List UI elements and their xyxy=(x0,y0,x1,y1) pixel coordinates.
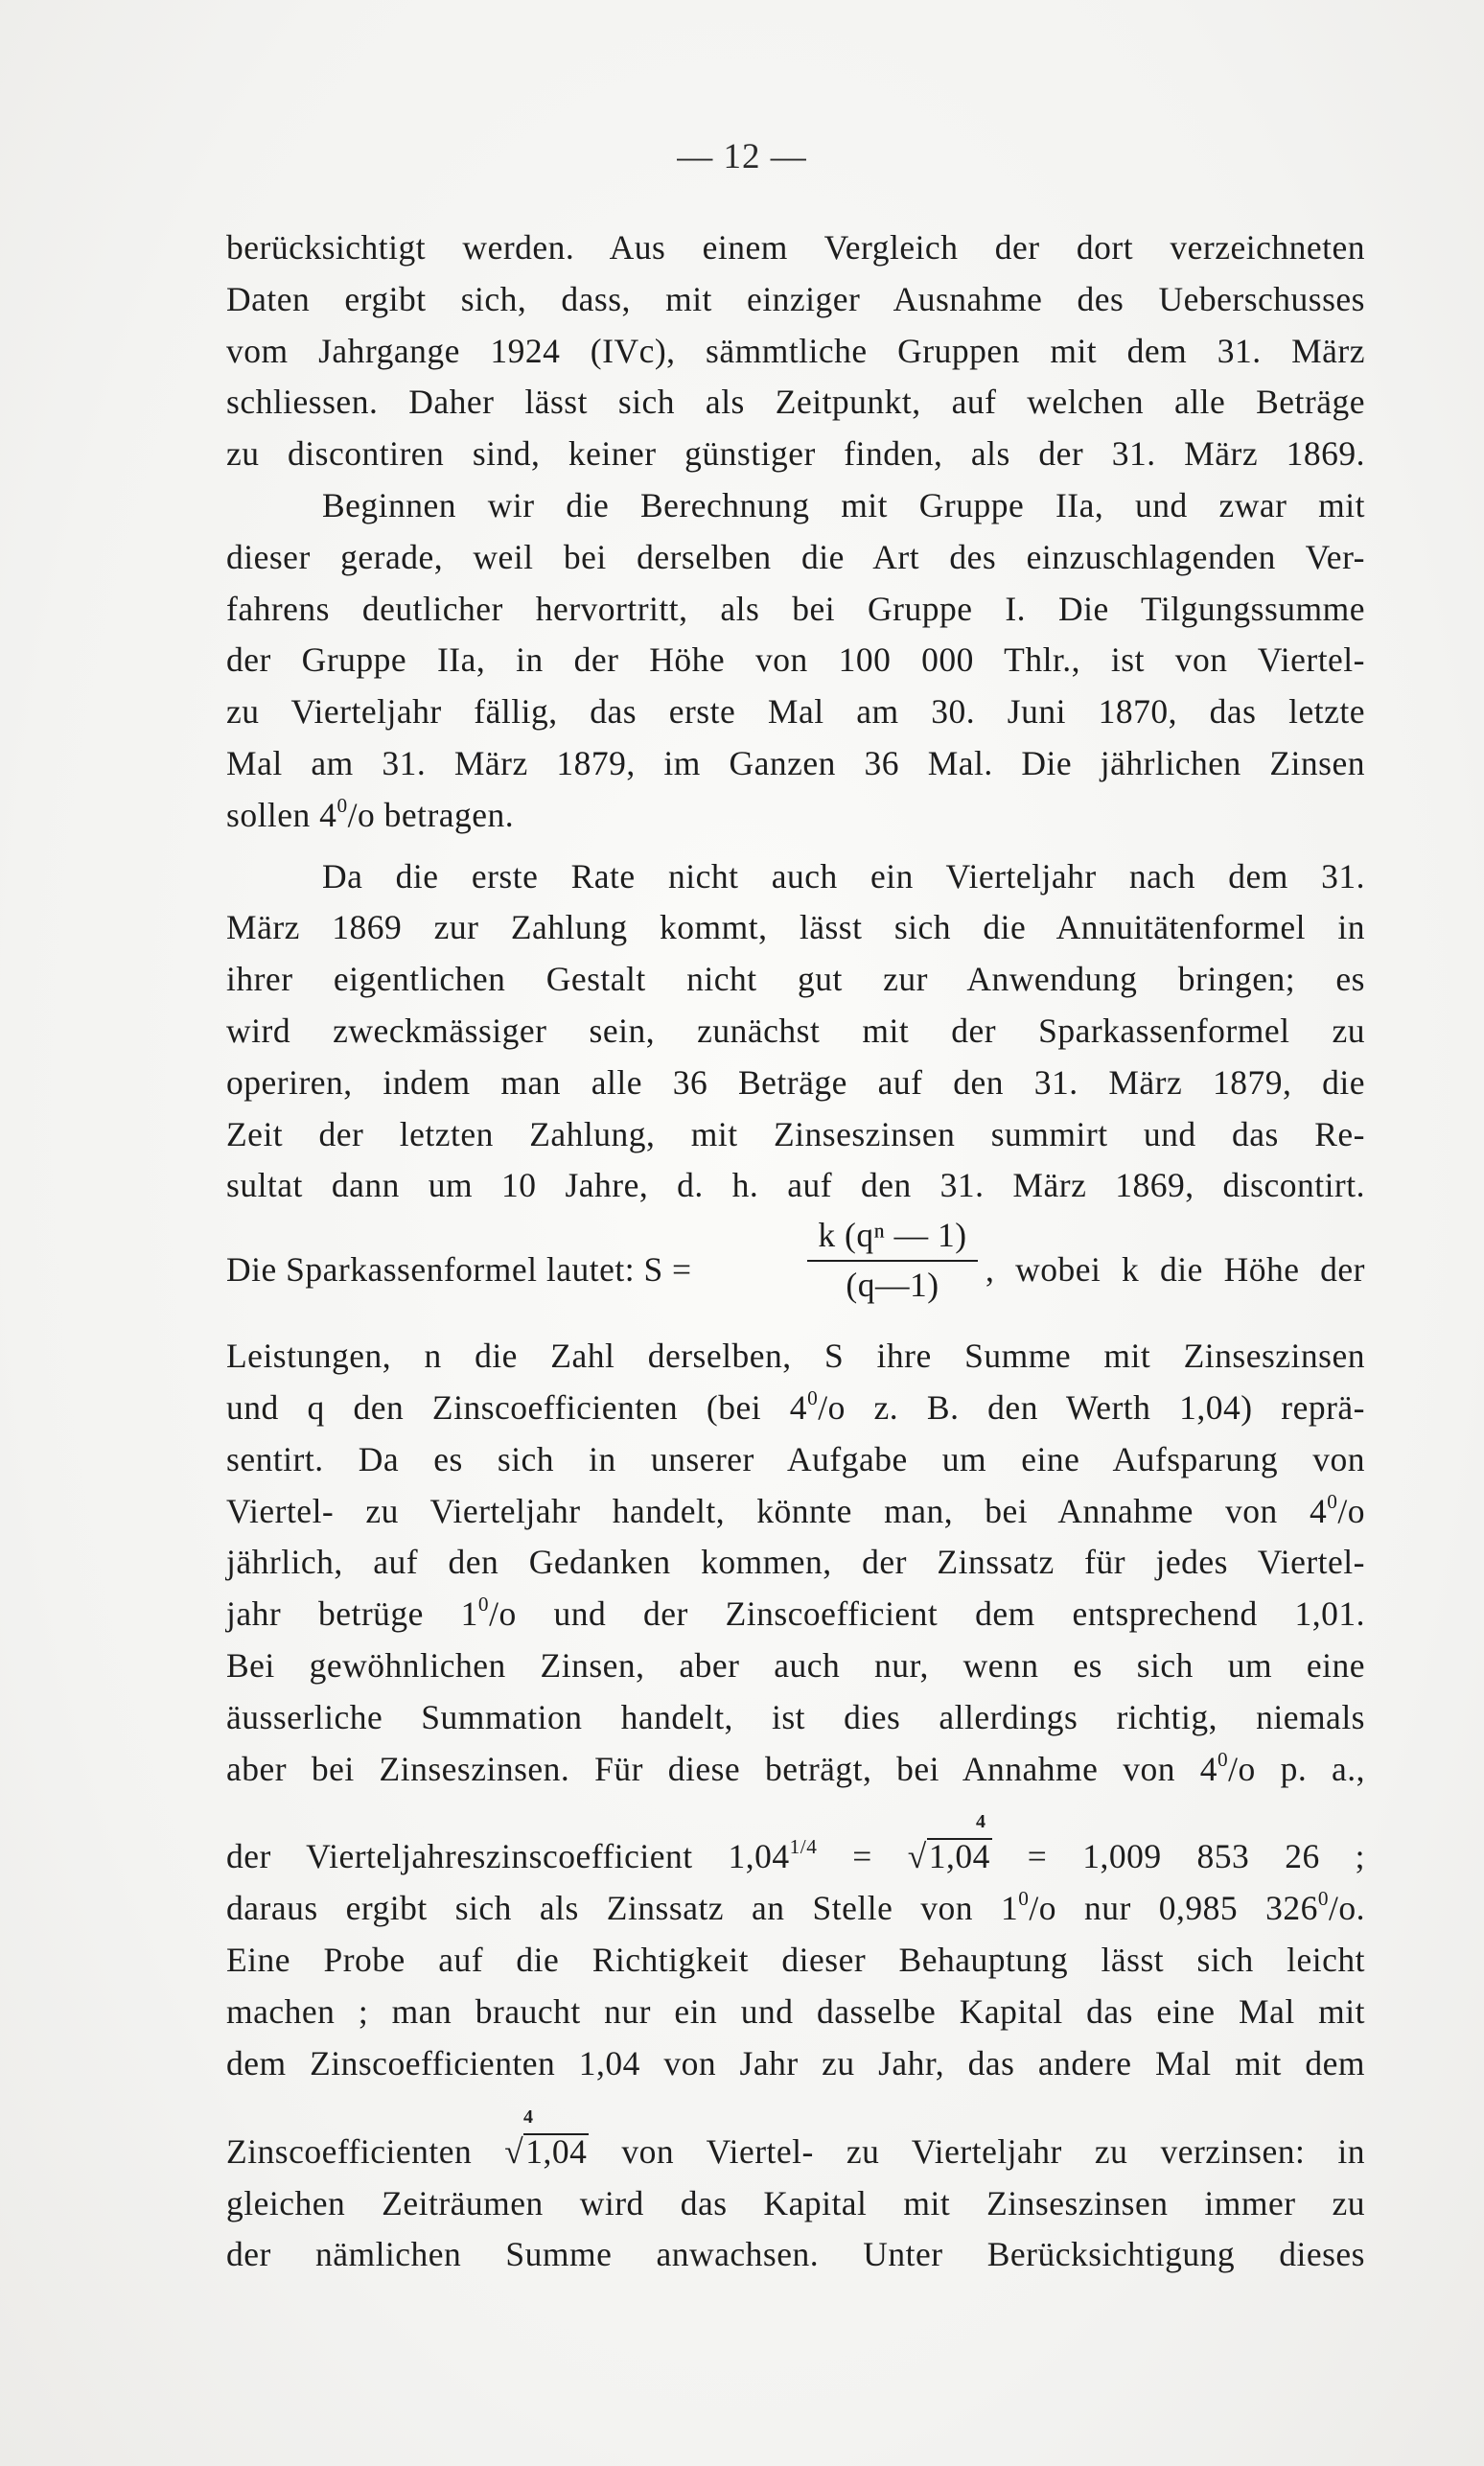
text-line: wird zweckmässiger sein, zunächst mit der Sparkassenformel zu xyxy=(226,1011,1365,1050)
radical-sign: √ xyxy=(504,2131,524,2171)
body-text xyxy=(226,222,1365,2281)
text-line: Daten ergibt sich, dass, mit einziger Ausnahme des Ueberschusses xyxy=(226,279,1365,318)
text-line: dem Zinscoefficienten 1,04 von Jahr zu Jahr, das andere Mal mit dem xyxy=(226,2043,1365,2082)
text-line: dieser gerade, weil bei derselben die Art des einzuschlagenden Ver- xyxy=(226,537,1365,576)
root-formula-body: Zinscoefficienten √1,04 von Viertel- zu Vierteljahr zu verzinsen: in xyxy=(226,2131,1365,2171)
root-formula-line xyxy=(226,2102,1365,2178)
text-line: machen ; man braucht nur ein und dasselbe Kapital das eine Mal mit xyxy=(226,1991,1365,2031)
text-line: sentirt. Da es sich in unserer Aufgabe um eine Aufsparung von xyxy=(226,1439,1365,1478)
fraction-numerator: k (qⁿ — 1) xyxy=(818,1216,967,1255)
text-line: Mal am 31. März 1879, im Ganzen 36 Mal. Die jährlichen Zinsen xyxy=(226,743,1365,782)
root-index: 4 xyxy=(523,2105,534,2128)
text-line: fahrens deutlicher hervortritt, als bei Gruppe I. Die Tilgungssumme xyxy=(226,589,1365,628)
text-line: der Gruppe IIa, in der Höhe von 100 000 Thlr., ist von Viertel- xyxy=(226,640,1365,680)
fraction xyxy=(801,1212,984,1306)
radicand: 1,04 xyxy=(928,1837,990,1876)
root-index: 4 xyxy=(976,1811,986,1833)
radicand: 1,04 xyxy=(525,2131,588,2171)
text-line: vom Jahrgange 1924 (IVc), sämmtliche Gruppen mit dem 31. März xyxy=(226,331,1365,370)
text-line: berücksichtigt werden. Aus einem Vergleich der dort verzeichneten xyxy=(226,228,1365,267)
text-line: Da die erste Rate nicht auch ein Vierteljahr nach dem 31. xyxy=(322,856,1365,896)
text-line: Zeit der letzten Zahlung, mit Zinseszinsen summirt und das Re- xyxy=(226,1114,1365,1153)
fraction-denominator: (q—1) xyxy=(846,1266,939,1305)
text-line: März 1869 zur Zahlung kommt, lässt sich die Annuitätenformel in xyxy=(226,908,1365,947)
text-line: Eine Probe auf die Richtigkeit dieser Behauptung lässt sich leicht xyxy=(226,1941,1365,1980)
text-line: zu discontiren sind, keiner günstiger finden, als der 31. März 1869. xyxy=(226,434,1365,474)
formula-line xyxy=(226,1212,1365,1331)
text-line: sollen $4^0/o$ betragen. xyxy=(226,793,515,834)
text-line: äusserliche Summation handelt, ist dies allerdings richtig, niemals xyxy=(226,1697,1365,1736)
text-line: der nämlichen Summe anwachsen. Unter Berücksichtigung dieses xyxy=(226,2235,1365,2274)
root-formula-body: der Vierteljahreszinscoefficient $1,04^{1/4} = √1,04 = 1,009$ 853 26 ; xyxy=(226,1835,1365,1876)
text-line: Beginnen wir die Berechnung mit Gruppe IIa, und zwar mit xyxy=(322,485,1365,524)
formula-prefix: Die Sparkassenformel lautet: S = xyxy=(226,1250,692,1290)
text-line: ihrer eigentlichen Gestalt nicht gut zur Anwendung bringen; es xyxy=(226,960,1365,999)
text-line: sultat dann um 10 Jahre, d. h. auf den 31. März 1869, discontirt. xyxy=(226,1166,1365,1205)
text-line: daraus ergibt sich als Zinssatz an Stelle von $1^0/o$ nur 0,985 $326^0/o$. xyxy=(226,1887,1365,1928)
page-number: — 12 — xyxy=(677,137,807,176)
text-line: zu Vierteljahr fällig, das erste Mal am 30. Juni 1870, das letzte xyxy=(226,692,1365,732)
text-line: schliessen. Daher lässt sich als Zeitpunkt, auf welchen alle Beträge xyxy=(226,383,1365,422)
root-formula-line xyxy=(226,1806,1365,1883)
formula-suffix: , wobei k die Höhe der xyxy=(985,1250,1365,1290)
text-line: Bei gewöhnlichen Zinsen, aber auch nur, wenn es sich um eine xyxy=(226,1645,1365,1685)
text-line: gleichen Zeiträumen wird das Kapital mit Zinseszinsen immer zu xyxy=(226,2183,1365,2222)
fraction-bar xyxy=(807,1260,978,1262)
radical-sign: √ xyxy=(907,1837,927,1876)
text-line: jahr betrüge $1^0/o$ und der Zinscoefficient dem entsprechend 1,01. xyxy=(226,1593,1365,1634)
text-line: jährlich, auf den Gedanken kommen, der Zinssatz für jedes Viertel- xyxy=(226,1543,1365,1582)
text-line: und q den Zinscoefficienten (bei $4^0/o$ z. B. den Werth 1,04) reprä- xyxy=(226,1386,1366,1427)
text-line: operiren, indem man alle 36 Beträge auf den 31. März 1879, die xyxy=(226,1062,1365,1102)
text-line: Viertel- zu Vierteljahr handelt, könnte man, bei Annahme von $4^0/o$ xyxy=(226,1489,1365,1530)
text-line: aber bei Zinseszinsen. Für diese beträgt, bei Annahme von $4^0/o$ p. a., xyxy=(226,1747,1365,1788)
text-line: Leistungen, n die Zahl derselben, S ihre Summe mit Zinseszinsen xyxy=(226,1337,1365,1376)
